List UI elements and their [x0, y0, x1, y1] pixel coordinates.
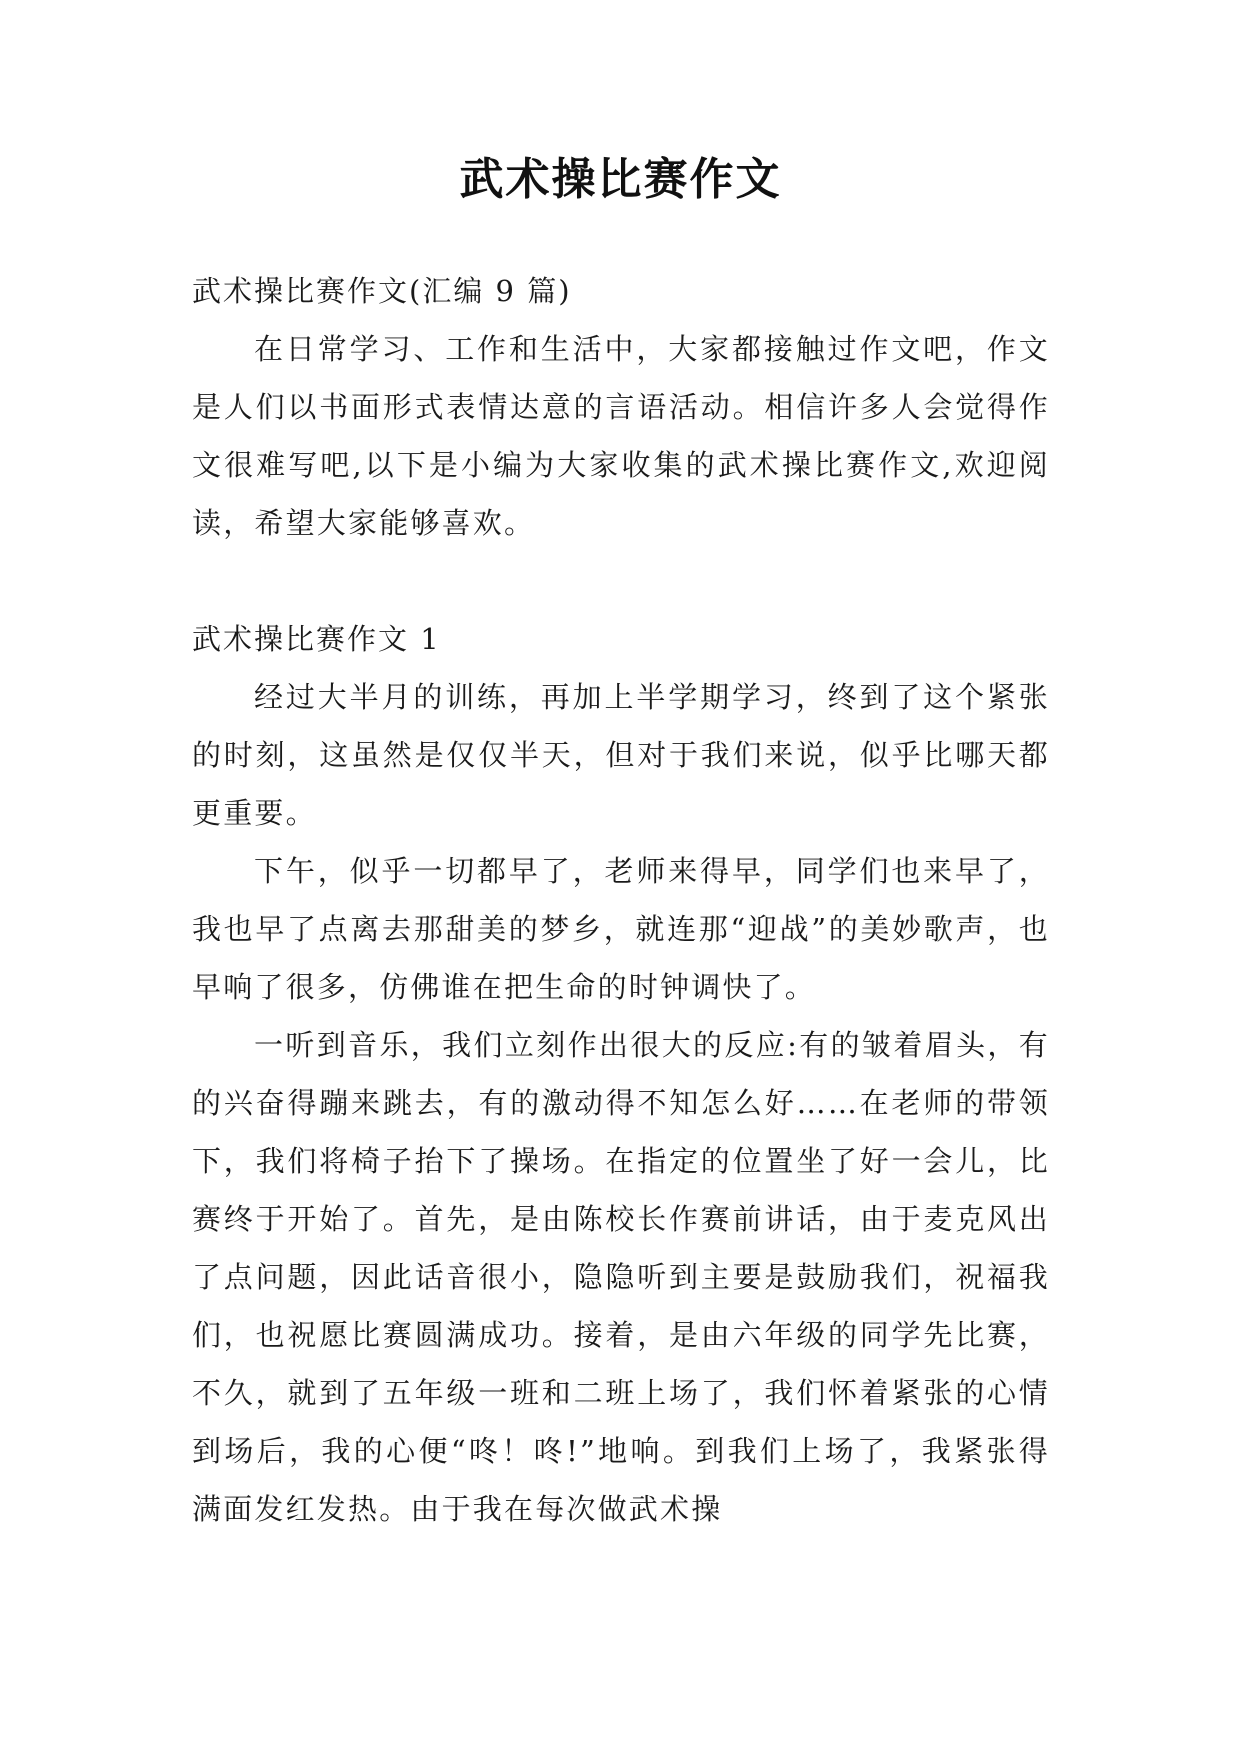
section-heading: 武术操比赛作文 1 — [192, 622, 441, 656]
intro-paragraph: 在日常学习、工作和生活中，大家都接触过作文吧，作文是人们以书面形式表情达意的言语活动。相信许多人会觉得作文很难写吧,以下是小编为大家收集的武术操比赛作文,欢迎阅读，希望大家能够喜欢。 — [192, 332, 1050, 540]
section-spacer — [192, 552, 1050, 610]
document-title: 武术操比赛作文 — [459, 154, 782, 205]
document-body — [192, 262, 1050, 1538]
body-paragraph: 一听到音乐，我们立刻作出很大的反应:有的皱着眉头，有的兴奋得蹦来跳去，有的激动得不知怎么好……在老师的带领下，我们将椅子抬下了操场。在指定的位置坐了好一会儿，比赛终于开始了。首先，是由陈校长作赛前讲话，由于麦克风出了点问题，因此话音很小，隐隐听到主要是鼓励我们，祝福我们，也祝愿比赛圆满成功。接着，是由六年级的同学先比赛，不久，就到了五年级一班和二班上场了，我们怀着紧张的心情到场后，我的心便“咚！咚!”地响。到我们上场了，我紧张得满面发红发热。由于我在每次做武术操 — [192, 1028, 1050, 1526]
document-subtitle: 武术操比赛作文(汇编 9 篇) — [192, 274, 572, 308]
body-paragraph: 经过大半月的训练，再加上半学期学习，终到了这个紧张的时刻，这虽然是仅仅半天，但对于我们来说，似乎比哪天都更重要。 — [192, 680, 1050, 830]
body-paragraph: 下午，似乎一切都早了，老师来得早，同学们也来早了，我也早了点离去那甜美的梦乡，就连那“迎战”的美妙歌声，也早响了很多，仿佛谁在把生命的时钟调快了。 — [192, 854, 1050, 1004]
